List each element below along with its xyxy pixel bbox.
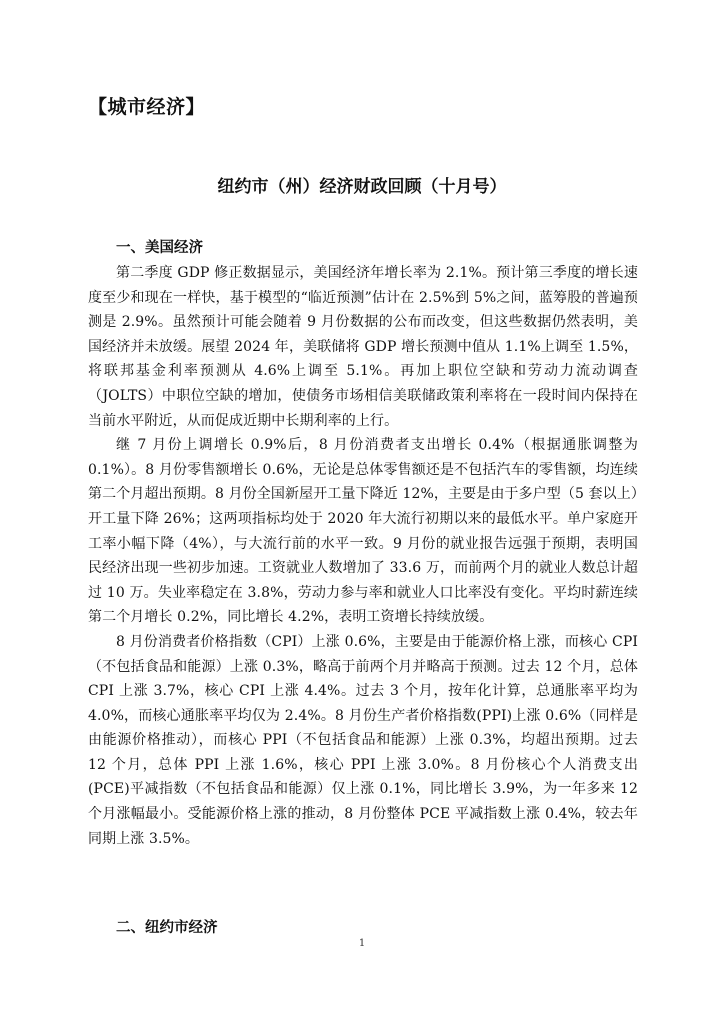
paragraph: 继 7 月份上调增长 0.9%后，8 月份消费者支出增长 0.4%（根据通胀调整为 0.1%）。8 月份零售额增长 0.6%，无论是总体零售额还是不包括汽车的零售额，均连续第二个月超出预期。8 月份全国新屋开工量下降近 12%，主要是由于多户型（5 套以上）开工量下降 26%；这两项指标均处于 2020 年大流行初期以来的最低水平。单户家庭开工率小幅下降（4%），与大流行前的水平一致。9 月份的就业报告远强于预期，表明国民经济出现一些初步加速。工资就业人数增加了 33.6 万，而前两个月的就业人数总计超过 10 万。失业率稳定在 3.8%，劳动力参与率和就业人口比率没有变化。平均时薪连续第二个月增长 0.2%，同比增长 4.2%，表明工资增长持续放缓。 xyxy=(88,437,638,626)
section-heading-nyc-economy: 二、纽约市经济 xyxy=(116,920,218,936)
section-body xyxy=(88,261,638,851)
section-tag: 【城市经济】 xyxy=(88,96,206,118)
paragraph: 第二季度 GDP 修正数据显示，美国经济年增长率为 2.1%。预计第三季度的增长速度至少和现在一样快，基于模型的“临近预测”估计在 2.5%到 5%之间，蓝筹股的普遍预测是 2.9%。虽然预计可能会随着 9 月份数据的公布而改变，但这些数据仍然表明，美国经济并未放缓。展望 2024 年，美联储将 GDP 增长预测中值从 1.1%上调至 1.5%，将联邦基金利率预测从 4.6%上调至 5.1%。再加上职位空缺和劳动力流动调查（JOLTS）中职位空缺的增加，使债务市场相信美联储政策利率将在一段时间内保持在当前水平附近，从而促成近期中长期利率的上行。 xyxy=(88,265,638,429)
page-number: 1 xyxy=(358,938,366,949)
document-title: 纽约市（州）经济财政回顾（十月号） xyxy=(217,177,507,197)
section-heading-us-economy: 一、美国经济 xyxy=(116,240,203,256)
paragraph: 8 月份消费者价格指数（CPI）上涨 0.6%，主要是由于能源价格上涨，而核心 CPI（不包括食品和能源）上涨 0.3%，略高于前两个月并略高于预测。过去 12 个月，总体 CPI 上涨 3.7%，核心 CPI 上涨 4.4%。过去 3 个月，按年化计算，总通胀率平均为 4.0%，而核心通胀率平均仅为 2.4%。8 月份生产者价格指数(PPI)上涨 0.6%（同样是由能源价格推动），而核心 PPI（不包括食品和能源）上涨 0.3%，均超出预期。过去 12 个月，总体 PPI 上涨 1.6%，核心 PPI 上涨 3.0%。8 月份核心个人消费支出(PCE)平减指数（不包括食品和能源）仅上涨 0.1%，同比增长 3.9%，为一年多来 12 个月涨幅最小。受能源价格上涨的推动，8 月份整体 PCE 平减指数上涨 0.4%，较去年同期上涨 3.5%。 xyxy=(88,633,638,847)
